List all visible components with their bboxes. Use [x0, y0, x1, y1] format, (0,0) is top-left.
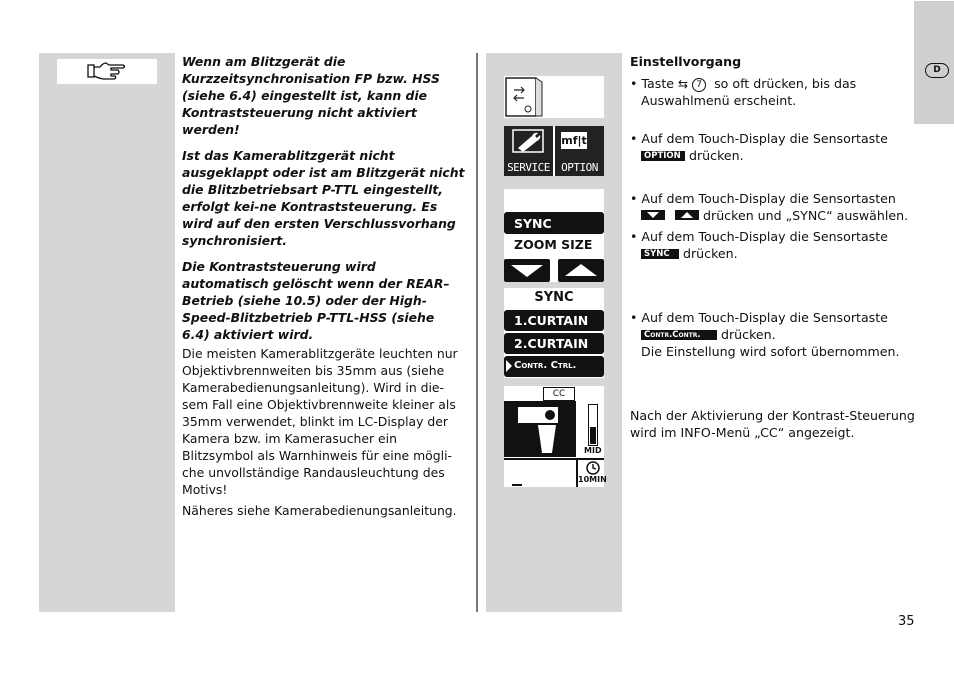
service-button[interactable] [504, 126, 553, 176]
menu-screen-1 [504, 189, 604, 282]
step-5-cont: Contr.Contr. drücken. [641, 326, 941, 343]
up-key-icon [675, 210, 699, 220]
note-para-5: Näheres siehe Kamerabedienungsanleitung. [182, 503, 457, 518]
pointing-hand-icon [57, 59, 157, 84]
small-mark [512, 484, 522, 486]
page-number: 35 [898, 614, 915, 629]
key-illustration [504, 76, 604, 118]
language-badge: D [925, 63, 949, 78]
scroll-up-button[interactable] [558, 259, 604, 282]
service-option-screen [504, 126, 604, 176]
sync-title: SYNC [534, 290, 574, 305]
flash-display [504, 401, 576, 457]
step-5-result: Die Einstellung wird sofort übernommen. [641, 344, 900, 359]
step-1: • Taste ⇆ 7 so oft drücken, bis das [630, 76, 857, 91]
menu-item-sync[interactable]: SYNC [504, 212, 604, 234]
down-key-icon [641, 210, 665, 220]
cc-indicator: CC [543, 387, 575, 401]
step-4: • Auf dem Touch-Display die Sensortaste [630, 229, 888, 244]
step-2-cont: OPTION drücken. [641, 147, 941, 164]
service-label: SERVICE [507, 161, 550, 174]
steps-heading: Einstellvorgang [630, 54, 742, 69]
flash-head-icon [504, 401, 576, 457]
sync-screen [504, 288, 604, 378]
mid-label: MID [584, 446, 602, 455]
sync-option-2-curtain[interactable]: 2.CURTAIN [504, 333, 604, 354]
note-para-1: Wenn am Blitzgerät die Kurzzeitsynchronisation FP bzw. HSS (siehe 6.4) eingestellt ist, kann die Kontraststeuerung nicht aktiviert werden! [182, 54, 440, 137]
exposure-bar [588, 404, 598, 446]
key-button-icon [504, 76, 604, 118]
sync-key-tag: SYNC [641, 249, 679, 259]
step-1-cont: Auswahlmenü erscheint. [641, 93, 797, 108]
step-2: • Auf dem Touch-Display die Sensortaste [630, 131, 888, 146]
info-screen [504, 386, 607, 487]
contr-ctrl-label: Contr. Ctrl. [514, 360, 577, 371]
step-3-cont: drücken und „SYNC“ auswählen. [641, 207, 941, 224]
step-3: • Auf dem Touch-Display die Sensortasten [630, 191, 896, 206]
option-label: OPTION [561, 161, 598, 174]
sync-option-contr-ctrl[interactable] [504, 356, 604, 377]
note-para-4: Die meisten Kamerablitzgeräte leuchten nur Objektivbrennweiten bis 35mm aus (siehe Kamerabedienungsanleitung). Wird in die-sem Fall eine Objektivbrennweite kleiner als 35mm verwendet, blinkt im LC-Display der Kamera bzw. im Kamerasucher ein Blitzsymbol als Warnhinweis für eine mögli-che unvollständige Randausleuchtung des Motivs! [182, 346, 458, 497]
contr-key-tag: Contr.Contr. [641, 330, 717, 340]
selected-arrow-icon [506, 360, 512, 372]
option-button[interactable] [555, 126, 604, 176]
chevron-down-icon [511, 265, 543, 277]
column-divider [476, 53, 478, 612]
note-para-2: Ist das Kamerablitzgerät nicht ausgeklappt oder ist am Blitzgerät nicht die Blitzbetriebsart P-TTL eingestellt, erfolgt kei-ne Kontraststeuerung. Es wird auf den ersten Verschlussvorhang synchronisiert. [182, 148, 465, 248]
clock-icon [585, 460, 601, 476]
step-4-cont: SYNC drücken. [641, 245, 941, 262]
menu-item-zoom-size[interactable]: ZOOM SIZE [514, 237, 593, 252]
option-key-tag: OPTION [641, 151, 685, 161]
mfit-icon: mf|t [561, 134, 587, 147]
note-para-3: Die Kontraststeuerung wird automatisch gelöscht wenn der REAR–Betrieb (siehe 10.5) oder der High-Speed-Blitzbetrieb P-TTL-HSS (siehe 6.4) aktiviert wird. [182, 259, 450, 342]
step-6-cont: wird im INFO-Menü „CC“ angezeigt. [630, 425, 855, 440]
scroll-down-button[interactable] [504, 259, 550, 282]
timer-label: 10MIN [578, 475, 607, 484]
chevron-up-icon [565, 264, 597, 276]
note-icon-box [57, 59, 157, 84]
wrench-icon [504, 126, 553, 158]
exchange-arrows-icon: ⇆ [678, 77, 689, 91]
left-margin-panel [39, 53, 175, 612]
sync-option-1-curtain[interactable]: 1.CURTAIN [504, 310, 604, 331]
note-text-column [182, 53, 466, 528]
step-5: • Auf dem Touch-Display die Sensortaste [630, 310, 888, 325]
step-6: Nach der Aktivierung der Kontrast-Steuerung [630, 408, 915, 423]
circled-number: 7 [692, 78, 706, 92]
